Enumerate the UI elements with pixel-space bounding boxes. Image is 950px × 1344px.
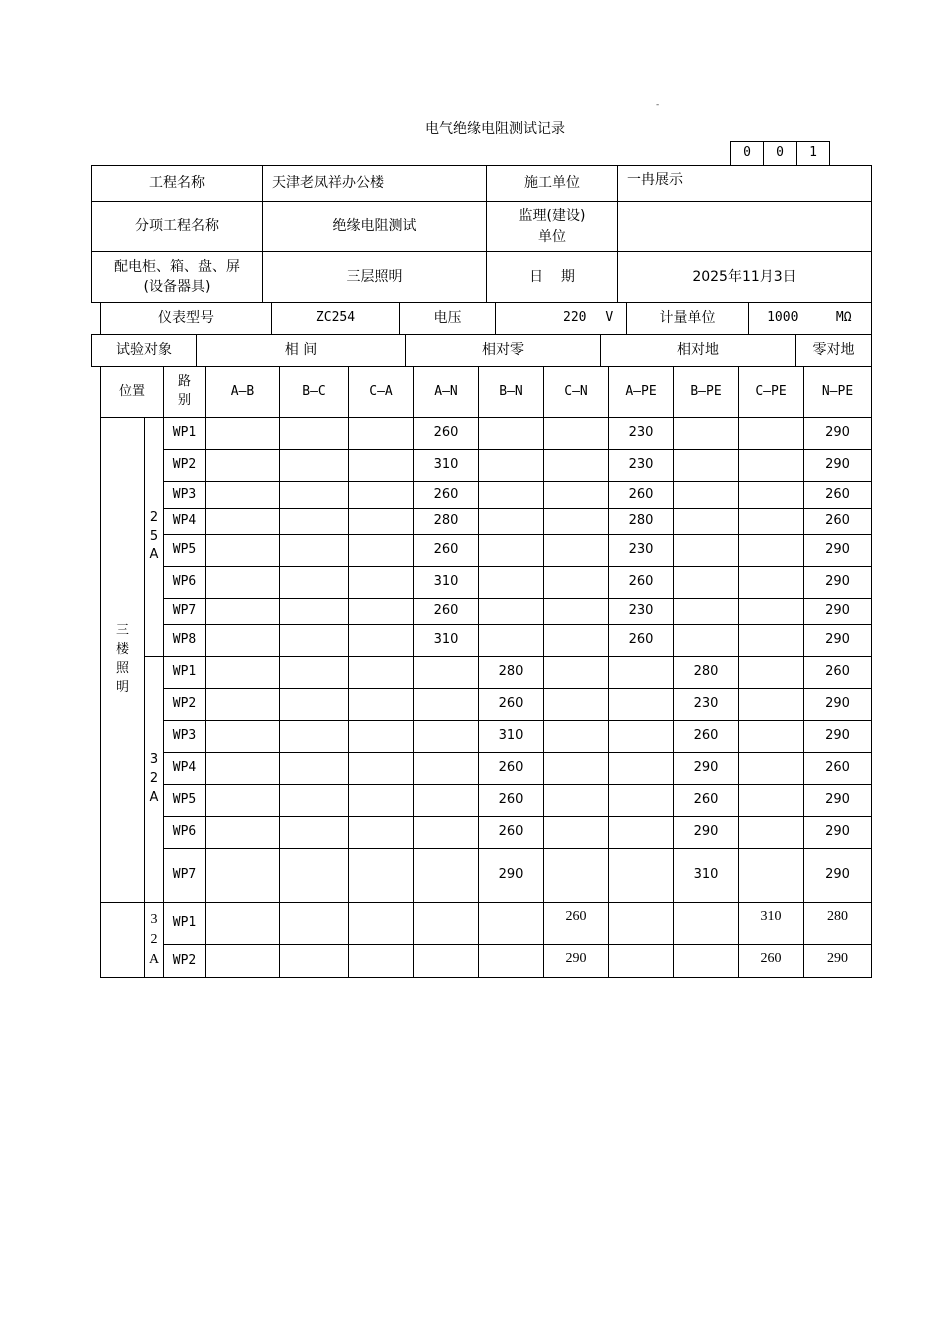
measurement-cell: 260 [414,418,479,450]
cabinet-value: 三层照明 [263,252,487,303]
measurement-cell [544,657,609,689]
builder-value: 一冉展示 [618,166,872,202]
measurement-cell [544,450,609,482]
location-cell: 三 楼 照 明 [101,418,145,903]
measurement-cell: 230 [609,535,674,567]
measurement-cell [349,903,414,945]
measurement-cell [349,849,414,903]
circuit-cell: WP8 [164,625,206,657]
measurement-cell: 290 [804,785,872,817]
measurement-cell: 260 [479,689,544,721]
measurement-cell [206,721,280,753]
measurement-cell [479,945,544,978]
breaker-rating-cell: 2 5 A [145,418,164,657]
measurement-cell: 260 [804,657,872,689]
table-row [101,657,872,689]
measurement-cell [349,689,414,721]
measurement-cell [414,753,479,785]
measurement-cell [280,535,349,567]
table-row [101,817,872,849]
column-header: N—PE [804,367,872,418]
measurement-cell: 290 [804,567,872,599]
measurement-cell [544,509,609,535]
measurement-cell [206,753,280,785]
measurement-cell: 290 [479,849,544,903]
meter-info-table [100,302,872,335]
builder-label: 施工单位 [487,166,618,202]
measurement-cell [479,509,544,535]
measurement-cell [280,689,349,721]
measurement-cell [349,567,414,599]
measurement-table [100,366,872,978]
voltage-value: 220 [496,303,593,335]
measurement-cell [674,450,739,482]
measurement-cell: 290 [804,721,872,753]
voltage-label: 电压 [400,303,496,335]
measurement-cell: 290 [674,817,739,849]
measurement-cell [349,599,414,625]
measurement-cell [280,945,349,978]
measurement-cell: 290 [804,945,872,978]
measurement-cell [280,785,349,817]
measurement-cell [280,509,349,535]
measurement-cell [206,849,280,903]
measurement-cell: 260 [414,535,479,567]
measurement-cell [609,721,674,753]
measurement-cell [414,721,479,753]
circuit-cell: WP1 [164,418,206,450]
measurement-cell [349,657,414,689]
measurement-cell [280,657,349,689]
table-row [101,753,872,785]
measurement-cell [739,509,804,535]
table-row [101,849,872,903]
measurement-cell [479,418,544,450]
measurement-cell: 280 [479,657,544,689]
measurement-cell [206,945,280,978]
measurement-cell: 290 [804,625,872,657]
measurement-cell: 230 [609,450,674,482]
measurement-cell: 310 [414,625,479,657]
measurement-cell [674,625,739,657]
measurement-cell [674,418,739,450]
meter-model-label: 仪表型号 [101,303,272,335]
serial-number-box [730,141,830,166]
corner-mark: - [656,100,660,110]
measurement-cell: 260 [609,625,674,657]
circuit-cell: WP2 [164,450,206,482]
measurement-cell: 290 [674,753,739,785]
measurement-cell: 260 [479,817,544,849]
position-header: 位置 [101,367,164,418]
measurement-cell [349,721,414,753]
measurement-cell [206,817,280,849]
location-cell [101,903,145,978]
neutral-to-ground-label: 零对地 [796,335,872,367]
measurement-cell [349,418,414,450]
measurement-cell [479,450,544,482]
measurement-cell [414,785,479,817]
measurement-cell [414,817,479,849]
measurement-cell [544,849,609,903]
table-row [101,945,872,978]
measurement-cell [739,657,804,689]
measurement-cell [414,689,479,721]
measurement-cell: 260 [804,482,872,509]
measurement-cell [739,535,804,567]
measurement-cell: 260 [674,785,739,817]
circuit-cell: WP2 [164,945,206,978]
measurement-cell [479,599,544,625]
measurement-cell [206,567,280,599]
measurement-cell: 310 [414,450,479,482]
measurement-cell [349,753,414,785]
measurement-cell: 290 [804,418,872,450]
measurement-cell: 230 [609,599,674,625]
measurement-cell [674,509,739,535]
measurement-cell [674,535,739,567]
circuit-cell: WP3 [164,721,206,753]
circuit-cell: WP5 [164,785,206,817]
measurement-cell: 310 [739,903,804,945]
measurement-cell: 260 [674,721,739,753]
table-row [101,721,872,753]
measurement-cell: 260 [609,482,674,509]
circuit-cell: WP2 [164,689,206,721]
measurement-cell [609,753,674,785]
measurement-cell [280,817,349,849]
measurement-cell [739,785,804,817]
subitem-label: 分项工程名称 [92,202,263,252]
column-header: C—PE [739,367,804,418]
measurement-cell: 280 [804,903,872,945]
circuit-cell: WP7 [164,599,206,625]
measurement-cell [674,567,739,599]
measurement-cell [609,945,674,978]
measurement-cell [206,418,280,450]
measurement-cell [609,817,674,849]
measurement-cell [349,945,414,978]
measurement-cell: 290 [804,817,872,849]
measurement-cell [349,509,414,535]
measurement-cell: 260 [544,903,609,945]
column-header: A—PE [609,367,674,418]
circuit-header: 路 别 [164,367,206,418]
measurement-cell [280,567,349,599]
measurement-cell [206,599,280,625]
table-row [101,450,872,482]
measurement-cell [544,689,609,721]
measurement-cell: 280 [414,509,479,535]
measurement-cell: 290 [804,535,872,567]
measurement-cell: 260 [479,753,544,785]
measurement-cell: 310 [479,721,544,753]
cabinet-label: 配电柜、箱、盘、屏 (设备器具) [92,252,263,303]
measurement-cell [544,753,609,785]
measurement-cell: 280 [609,509,674,535]
measurement-cell: 260 [804,509,872,535]
circuit-cell: WP5 [164,535,206,567]
measurement-cell [674,903,739,945]
test-object-label: 试验对象 [92,335,197,367]
measurement-cell: 290 [804,849,872,903]
circuit-cell: WP6 [164,567,206,599]
table-row [101,535,872,567]
measurement-cell: 260 [414,599,479,625]
breaker-rating-cell: 3 2 A [145,903,164,978]
supervisor-value [618,202,872,252]
measurement-cell [349,482,414,509]
project-name-label: 工程名称 [92,166,263,202]
document-title: 电气绝缘电阻测试记录 [425,121,565,137]
measurement-cell [280,721,349,753]
circuit-cell: WP3 [164,482,206,509]
measurement-cell [206,482,280,509]
serial-digit: 0 [764,142,797,166]
column-header: B—C [280,367,349,418]
subitem-value: 绝缘电阻测试 [263,202,487,252]
measurement-cell [739,849,804,903]
table-row [101,482,872,509]
measurement-cell [544,785,609,817]
measurement-cell [206,785,280,817]
measurement-cell: 280 [674,657,739,689]
measurement-cell: 290 [804,689,872,721]
measurement-cell [739,599,804,625]
table-row [101,418,872,450]
table-row [101,689,872,721]
measurement-cell [280,849,349,903]
column-header: B—PE [674,367,739,418]
column-header: A—B [206,367,280,418]
supervisor-label: 监理(建设) 单位 [487,202,618,252]
measurement-cell [739,418,804,450]
serial-digit: 0 [731,142,764,166]
measurement-cell [544,625,609,657]
test-category-table [91,334,872,367]
column-header: B—N [479,367,544,418]
voltage-unit: V [593,303,627,335]
measurement-cell [739,721,804,753]
measurement-cell [349,450,414,482]
measurement-cell [674,482,739,509]
date-value: 2025年11月3日 [618,252,872,303]
phase-to-phase-label: 相 间 [197,335,406,367]
measurement-cell [609,785,674,817]
measure-unit-symbol: MΩ [817,303,872,335]
measurement-cell: 310 [674,849,739,903]
column-header: C—A [349,367,414,418]
measurement-cell [349,817,414,849]
measurement-cell [206,450,280,482]
measurement-cell [739,450,804,482]
breaker-rating-cell: 3 2 A [145,657,164,903]
measurement-cell [206,625,280,657]
measurement-cell [609,849,674,903]
measurement-cell: 260 [739,945,804,978]
measurement-cell [479,625,544,657]
measurement-cell [280,450,349,482]
measurement-cell: 310 [414,567,479,599]
measurement-cell [280,418,349,450]
project-info-table [91,165,872,303]
measurement-cell [349,785,414,817]
column-header-row [101,367,872,418]
project-name-value: 天津老凤祥办公楼 [263,166,487,202]
circuit-cell: WP1 [164,903,206,945]
measurement-cell [206,657,280,689]
measurement-cell [544,535,609,567]
measurement-cell [280,753,349,785]
measurement-cell [674,945,739,978]
measurement-cell [609,903,674,945]
date-label: 日 期 [487,252,618,303]
measurement-cell [544,418,609,450]
measurement-cell: 290 [804,599,872,625]
measurement-cell [739,482,804,509]
measurement-cell [674,599,739,625]
measurement-cell [544,482,609,509]
circuit-cell: WP7 [164,849,206,903]
table-row [101,903,872,945]
measurement-cell [414,945,479,978]
circuit-cell: WP1 [164,657,206,689]
measurement-cell [739,817,804,849]
measurement-cell [544,567,609,599]
measurement-cell [206,509,280,535]
measurement-cell [206,689,280,721]
column-header: C—N [544,367,609,418]
measurement-cell [609,657,674,689]
circuit-cell: WP4 [164,753,206,785]
measurement-cell [206,535,280,567]
measurement-cell [349,625,414,657]
table-row [101,625,872,657]
measurement-cell [739,753,804,785]
measurement-cell [479,903,544,945]
measurement-cell: 230 [609,418,674,450]
measurement-cell [479,482,544,509]
table-row [101,509,872,535]
measurement-cell [739,567,804,599]
measurement-cell [739,689,804,721]
meter-model-value: ZC254 [272,303,400,335]
measure-unit-value: 1000 [749,303,817,335]
circuit-cell: WP6 [164,817,206,849]
measurement-cell [739,625,804,657]
table-row [101,599,872,625]
serial-digit: 1 [797,142,830,166]
measure-unit-label: 计量单位 [627,303,749,335]
measurement-cell [544,599,609,625]
measurement-cell [414,903,479,945]
measurement-cell [349,535,414,567]
measurement-cell [609,689,674,721]
phase-to-ground-label: 相对地 [601,335,796,367]
measurement-cell [544,817,609,849]
measurement-cell: 260 [414,482,479,509]
measurement-cell: 290 [544,945,609,978]
measurement-cell [280,482,349,509]
measurement-cell [414,657,479,689]
measurement-cell [544,721,609,753]
measurement-cell [479,567,544,599]
measurement-cell [280,903,349,945]
phase-to-neutral-label: 相对零 [406,335,601,367]
measurement-cell [206,903,280,945]
measurement-cell: 290 [804,450,872,482]
measurement-cell: 260 [804,753,872,785]
measurement-cell: 260 [479,785,544,817]
measurement-cell [414,849,479,903]
table-row [101,785,872,817]
measurement-cell: 230 [674,689,739,721]
measurement-cell: 260 [609,567,674,599]
column-header: A—N [414,367,479,418]
table-row [101,567,872,599]
measurement-cell [280,599,349,625]
measurement-cell [479,535,544,567]
circuit-cell: WP4 [164,509,206,535]
measurement-cell [280,625,349,657]
